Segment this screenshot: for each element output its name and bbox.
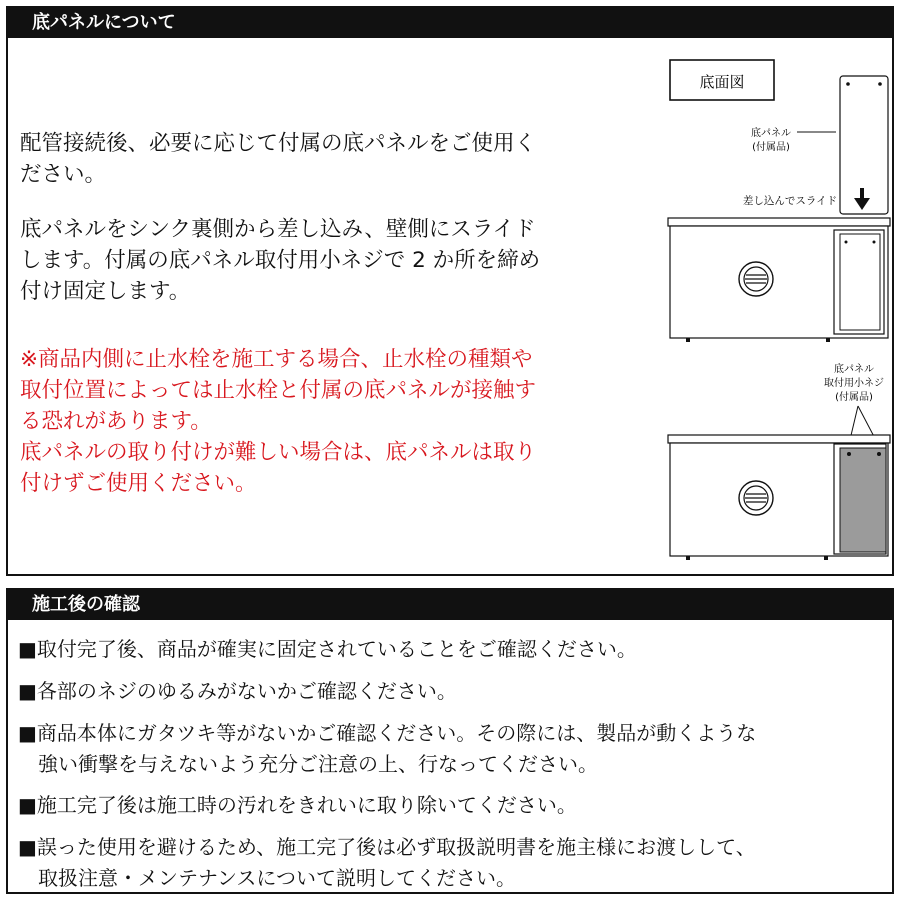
text-line: 付けずご使用ください。 bbox=[20, 471, 257, 496]
text-line: 付け固定します。 bbox=[20, 279, 191, 304]
warning-paragraph bbox=[20, 344, 536, 499]
bottom-panel-section bbox=[6, 6, 894, 576]
text-line: 各部のネジのゆるみがないかご確認ください。 bbox=[36, 679, 457, 703]
instruction-paragraph-2 bbox=[20, 214, 540, 307]
text-line: ※商品内側に止水栓を施工する場合、止水栓の種類や bbox=[20, 347, 533, 372]
text-line: 誤った使用を避けるため、施工完了後は必ず取扱説明書を施主様にお渡しして、 bbox=[36, 835, 756, 859]
square-bullet-icon: ■ bbox=[18, 793, 37, 817]
section-title: 底パネルについて bbox=[32, 12, 176, 33]
diagram-title: 底面図 bbox=[699, 73, 745, 91]
text-line: 底パネルをシンク裏側から差し込み、壁側にスライド bbox=[20, 217, 536, 242]
square-bullet-icon: ■ bbox=[18, 637, 37, 661]
text-line: ださい。 bbox=[20, 162, 107, 187]
screw-label-1: 底パネル bbox=[834, 364, 874, 375]
screw-label-3: (付属品) bbox=[835, 392, 873, 403]
screw-label-2: 取付用小ネジ bbox=[824, 378, 884, 389]
square-bullet-icon: ■ bbox=[18, 679, 37, 703]
text-line: 施工完了後は施工時の汚れをきれいに取り除いてください。 bbox=[36, 793, 577, 817]
text-line: 取付位置によっては止水栓と付属の底パネルが接触す bbox=[20, 378, 537, 403]
check-item bbox=[18, 832, 756, 894]
text-line: 底パネルの取り付けが難しい場合は、底パネルは取り bbox=[20, 440, 537, 465]
check-item bbox=[18, 718, 756, 780]
panel-label-2: (付属品) bbox=[752, 142, 790, 153]
screw-hole bbox=[846, 82, 850, 86]
text-line: る恐れがあります。 bbox=[20, 409, 212, 434]
check-item bbox=[18, 790, 577, 821]
post-install-check-section bbox=[6, 588, 894, 894]
check-item bbox=[18, 676, 457, 707]
cabinet-diagram-after bbox=[668, 435, 890, 560]
section-header bbox=[8, 590, 892, 620]
instruction-paragraph-1 bbox=[20, 128, 536, 190]
screw-hole bbox=[878, 82, 882, 86]
text-line: 配管接続後、必要に応じて付属の底パネルをご使用く bbox=[20, 131, 537, 156]
text-line: 取付完了後、商品が確実に固定されていることをご確認ください。 bbox=[36, 637, 637, 661]
text-line: 商品本体にガタツキ等がないかご確認ください。その際には、製品が動くような bbox=[36, 721, 757, 745]
section-title: 施工後の確認 bbox=[32, 594, 140, 615]
slide-label: 差し込んでスライド bbox=[742, 195, 838, 207]
square-bullet-icon: ■ bbox=[18, 721, 37, 745]
check-item bbox=[18, 634, 637, 665]
text-line: 強い衝撃を与えないよう充分ご注意の上、行なってください。 bbox=[38, 752, 598, 776]
square-bullet-icon: ■ bbox=[18, 835, 37, 859]
panel-label-1: 底パネル bbox=[751, 128, 791, 139]
bottom-view-diagram bbox=[658, 8, 898, 568]
cabinet-diagram-before bbox=[668, 218, 890, 342]
text-line: します。付属の底パネル取付用小ネジで 2 か所を締め bbox=[20, 248, 541, 273]
text-line: 取扱注意・メンテナンスについて説明してください。 bbox=[38, 866, 516, 890]
